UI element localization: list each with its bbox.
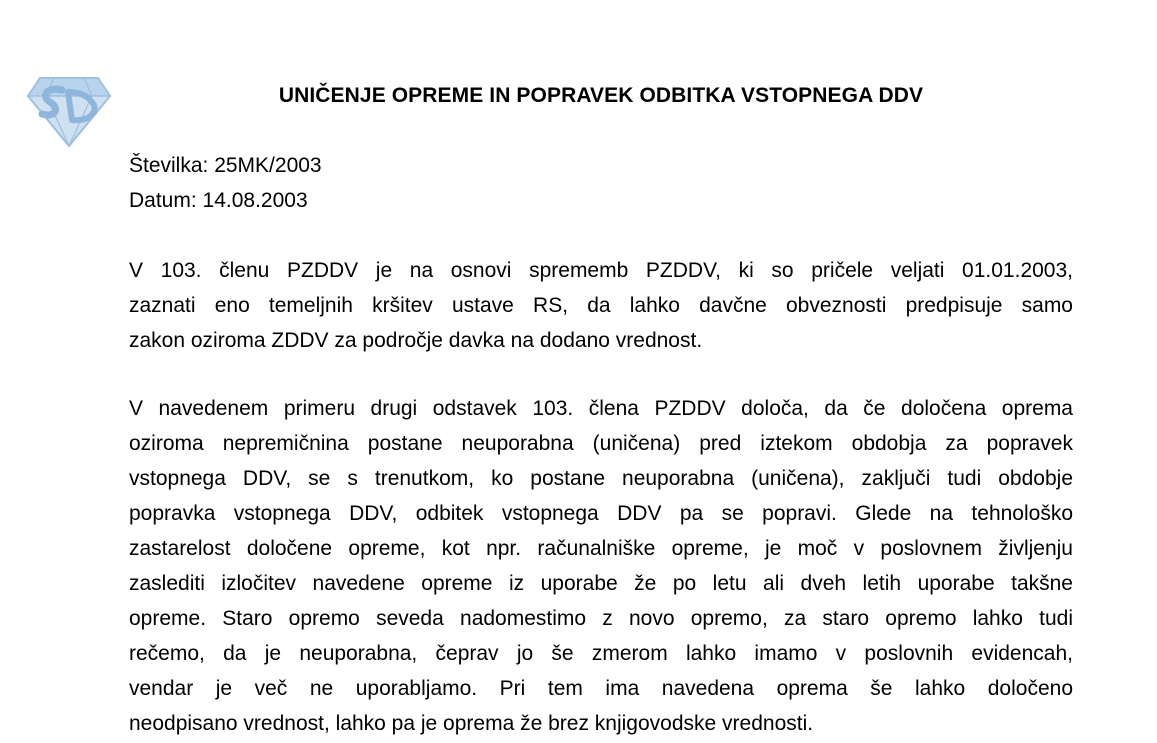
- paragraph-line: vstopnega DDV, se s trenutkom, ko postane neuporabna (uničena), zaključi tudi obdobje: [129, 467, 1073, 490]
- paragraph-line: neodpisano vrednost, lahko pa je oprema že brez knjigovodske vrednosti.: [129, 712, 814, 735]
- paragraph-line: oziroma nepremičnina postane neuporabna (uničena) pred iztekom obdobja za popravek: [129, 432, 1073, 455]
- paragraph-line: zaznati eno temeljnih kršitev ustave RS, da lahko davčne obveznosti predpisuje samo: [129, 294, 1073, 317]
- document-date: Datum: 14.08.2003: [129, 189, 308, 212]
- document-meta: [129, 148, 322, 218]
- paragraph-line: zakon oziroma ZDDV za področje davka na dodano vrednost.: [129, 329, 703, 352]
- document-number: Številka: 25MK/2003: [129, 154, 322, 177]
- paragraph-line: V navedenem primeru drugi odstavek 103. člena PZDDV določa, da če določena oprema: [129, 397, 1073, 420]
- paragraph-line: vendar je več ne uporabljamo. Pri tem ima navedena oprema še lahko določeno: [129, 677, 1073, 700]
- paragraph-line: rečemo, da je neuporabna, čeprav jo še zmerom lahko imamo v poslovnih evidencah,: [129, 642, 1073, 665]
- paragraph-line: zaslediti izločitev navedene opreme iz uporabe že po letu ali dveh letih uporabe takšne: [129, 572, 1073, 595]
- paragraph-line: opreme. Staro opremo seveda nadomestimo z novo opremo, za staro opremo lahko tudi: [129, 607, 1073, 630]
- paragraph-line: V 103. členu PZDDV je na osnovi sprememb PZDDV, ki so pričele veljati 01.01.2003,: [129, 259, 1073, 282]
- paragraph-1: [129, 253, 1073, 358]
- paragraph-line: popravka vstopnega DDV, odbitek vstopnega DDV pa se popravi. Glede na tehnološko: [129, 502, 1073, 525]
- paragraph-2: [129, 391, 1073, 741]
- document-title: UNIČENJE OPREME IN POPRAVEK ODBITKA VSTOPNEGA DDV: [278, 84, 924, 107]
- sd-diamond-logo: [26, 72, 112, 150]
- paragraph-line: zastarelost določene opreme, kot npr. računalniške opreme, je moč v poslovnem življenju: [129, 537, 1073, 560]
- logo-graphic: [26, 72, 112, 150]
